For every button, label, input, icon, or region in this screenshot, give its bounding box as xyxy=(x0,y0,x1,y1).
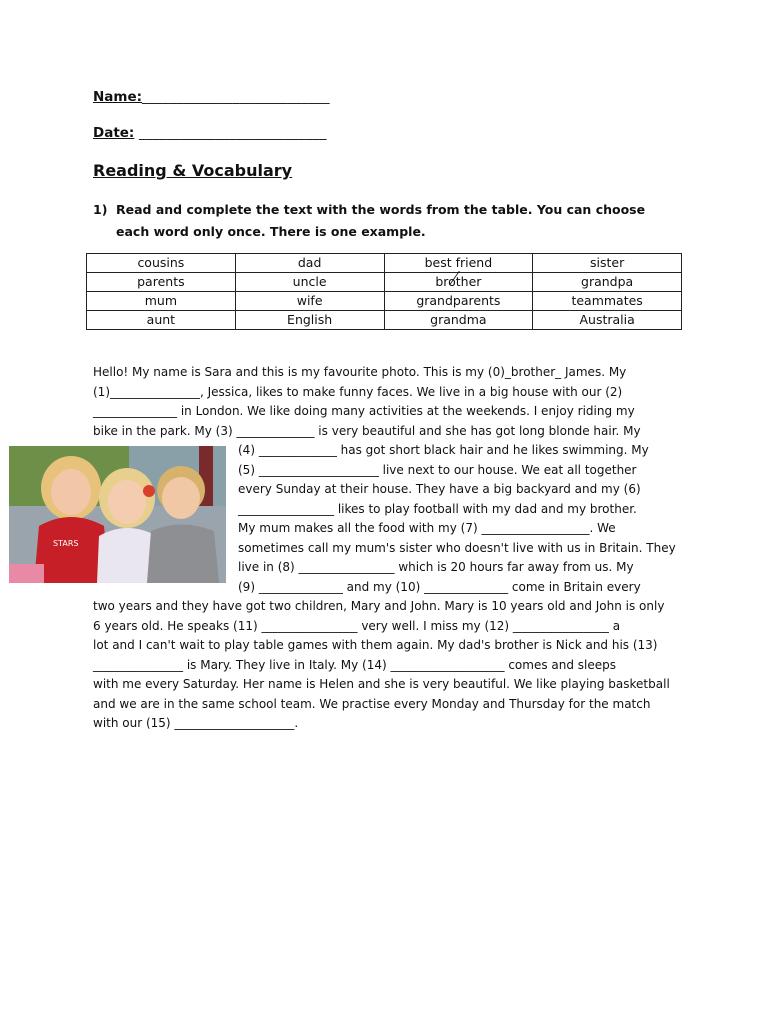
table-cell: cousins xyxy=(87,254,236,273)
table-cell: dad xyxy=(235,254,384,273)
table-cell: uncle xyxy=(235,273,384,292)
passage-line: live in (8) ________________ which is 20 hours far away from us. My xyxy=(238,560,634,574)
passage-line: Hello! My name is Sara and this is my favourite photo. This is my (0)_brother_ James. My xyxy=(93,365,627,379)
exercise-instruction xyxy=(93,199,663,243)
table-cell: grandma xyxy=(384,311,533,330)
passage-line: (9) ______________ and my (10) ______________ come in Britain every xyxy=(238,579,641,594)
passage-line: with me every Saturday. Her name is Helen and she is very beautiful. We like playing basketball xyxy=(93,677,670,691)
name-blank[interactable]: ___________________________ xyxy=(142,89,330,105)
exercise-number: 1) xyxy=(93,202,108,217)
table-cell: grandparents xyxy=(384,292,533,311)
table-cell: mum xyxy=(87,292,236,311)
passage-line: (4) _____________ has got short black hair and he likes swimming. My xyxy=(238,443,649,457)
passage-line: _______________ is Mary. They live in Italy. My (14) ___________________ comes and sleeps xyxy=(93,657,617,672)
table-row xyxy=(87,254,682,273)
passage-line: ________________ likes to play football with my dad and my brother. xyxy=(238,501,637,516)
table-row xyxy=(87,273,682,292)
table-cell: Australia xyxy=(533,311,682,330)
name-field-row xyxy=(93,89,330,105)
table-cell: best friend xyxy=(384,254,533,273)
passage-line: two years and they have got two children, Mary and John. Mary is 10 years old and John is only xyxy=(93,599,665,613)
crossed-out-word: brother xyxy=(435,274,482,289)
table-cell: wife xyxy=(235,292,384,311)
passage-line: bike in the park. My (3) _____________ is very beautiful and she has got long blonde hair. My xyxy=(93,423,641,438)
table-row xyxy=(87,292,682,311)
table-cell-crossed-out xyxy=(384,273,533,292)
passage-line: My mum makes all the food with my (7) __________________. We xyxy=(238,521,616,535)
instruction-text: Read and complete the text with the words from the table. You can choose each word only once. There is one example. xyxy=(116,202,646,239)
passage-line: (5) ____________________ live next to our house. We eat all together xyxy=(238,462,637,477)
table-row xyxy=(87,311,682,330)
passage-line: sometimes call my mum's sister who doesn't live with us in Britain. They xyxy=(238,540,676,555)
table-cell: grandpa xyxy=(533,273,682,292)
table-cell: parents xyxy=(87,273,236,292)
passage-line: 6 years old. He speaks (11) ________________ very well. I miss my (12) ________________ a xyxy=(93,618,621,633)
date-label: Date: xyxy=(93,125,135,141)
passage-line: (1)_______________, Jessica, likes to make funny faces. We live in a big house with our (2) xyxy=(93,384,623,399)
passage-line: ______________ in London. We like doing many activities at the weekends. I enjoy riding my xyxy=(93,404,635,418)
date-field-row xyxy=(93,125,327,141)
passage-line: every Sunday at their house. They have a big backyard and my (6) xyxy=(238,482,641,496)
word-bank-table xyxy=(86,253,682,330)
table-cell: aunt xyxy=(87,311,236,330)
date-blank[interactable]: ___________________________ xyxy=(139,125,327,141)
svg-text:STARS: STARS xyxy=(53,539,79,548)
passage-line: with our (15) ____________________. xyxy=(93,716,299,730)
passage-line: and we are in the same school team. We practise every Monday and Thursday for the match xyxy=(93,696,651,711)
table-cell: teammates xyxy=(533,292,682,311)
passage-line: lot and I can't wait to play table games with them again. My dad's brother is Nick and his (13) xyxy=(93,638,658,652)
name-label: Name: xyxy=(93,89,143,105)
children-photo xyxy=(9,446,226,583)
page-title: Reading & Vocabulary xyxy=(93,161,293,180)
table-cell: English xyxy=(235,311,384,330)
table-cell: sister xyxy=(533,254,682,273)
